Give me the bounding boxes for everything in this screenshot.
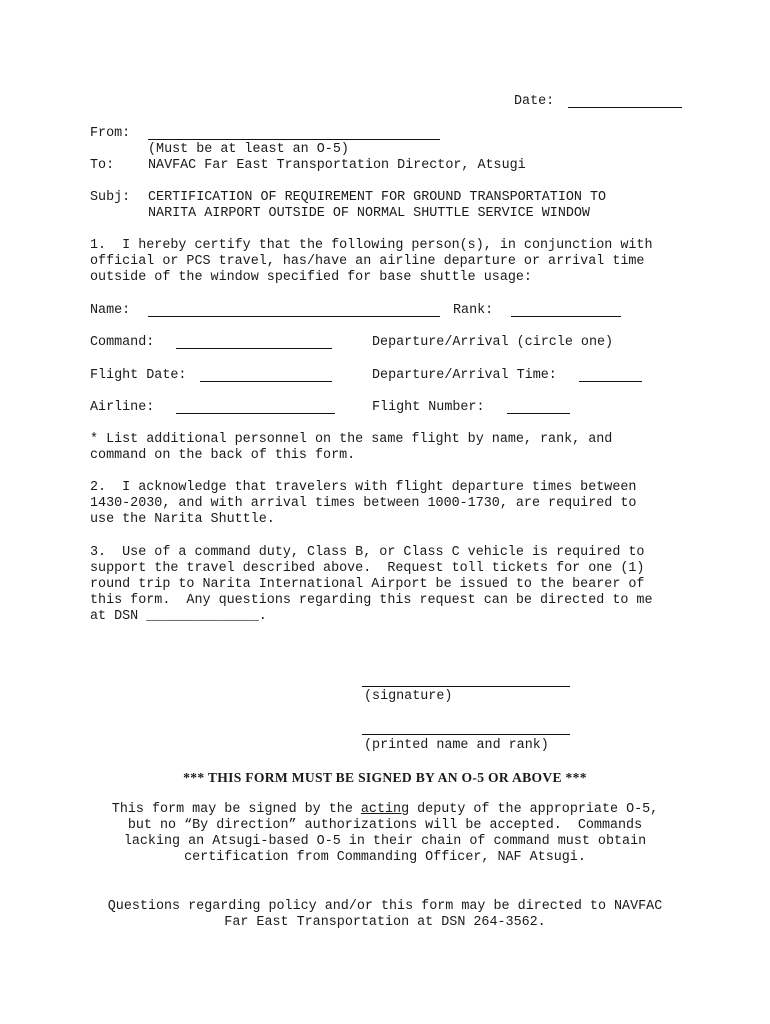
to-label: To: (90, 158, 115, 173)
flight-number-field[interactable] (507, 413, 570, 414)
footer-note-line-1-post: deputy of the appropriate O-5, (409, 802, 659, 817)
paragraph-3-line-5: at DSN ______________. (90, 609, 267, 624)
departure-arrival-time-label: Departure/Arrival Time: (372, 368, 557, 383)
subj-line-1: CERTIFICATION OF REQUIREMENT FOR GROUND TRANSPORTATION TO (148, 190, 607, 205)
airline-field[interactable] (176, 413, 335, 414)
paragraph-2-line-2: 1430-2030, and with arrival times between 1000-1730, are required to (90, 496, 637, 511)
date-label: Date: (514, 94, 555, 109)
footer-note-line-1 (0, 802, 770, 818)
departure-arrival-label: Departure/Arrival (circle one) (372, 335, 614, 350)
o5-signature-warning: *** THIS FORM MUST BE SIGNED BY AN O-5 OR ABOVE *** (183, 770, 587, 785)
signature-label: (signature) (364, 689, 453, 704)
rank-field[interactable] (511, 316, 621, 317)
flight-date-label: Flight Date: (90, 368, 187, 383)
note-line-1: * List additional personnel on the same flight by name, rank, and (90, 432, 613, 447)
command-label: Command: (90, 335, 155, 350)
paragraph-3-line-4: this form. Any questions regarding this request can be directed to me (90, 593, 653, 608)
name-label: Name: (90, 303, 131, 318)
paragraph-3-line-1: 3. Use of a command duty, Class B, or Class C vehicle is required to (90, 545, 645, 560)
flight-number-label: Flight Number: (372, 400, 485, 415)
to-value: NAVFAC Far East Transportation Director, Atsugi (148, 158, 526, 173)
acting-emphasis: acting (360, 802, 410, 817)
paragraph-1-line-3: outside of the window specified for base shuttle usage: (90, 270, 532, 285)
subj-label: Subj: (90, 190, 131, 205)
footer-note-line-1-pre: This form may be signed by the (111, 802, 361, 817)
printed-name-field[interactable] (362, 734, 570, 735)
from-label: From: (90, 126, 131, 141)
paragraph-1-line-1: 1. I hereby certify that the following person(s), in conjunction with (90, 238, 653, 253)
questions-line-2: Far East Transportation at DSN 264-3562. (224, 915, 546, 930)
subj-line-2: NARITA AIRPORT OUTSIDE OF NORMAL SHUTTLE SERVICE WINDOW (148, 206, 590, 221)
paragraph-3-line-3: round trip to Narita International Airport be issued to the bearer of (90, 577, 645, 592)
paragraph-1-line-2: official or PCS travel, has/have an airline departure or arrival time (90, 254, 645, 269)
footer-note-line-3: lacking an Atsugi-based O-5 in their chain of command must obtain (123, 834, 647, 849)
paragraph-2-line-1: 2. I acknowledge that travelers with flight departure times between (90, 480, 637, 495)
name-field[interactable] (148, 316, 440, 317)
departure-arrival-time-field[interactable] (579, 381, 642, 382)
questions-line-1: Questions regarding policy and/or this form may be directed to NAVFAC (107, 899, 663, 914)
date-field[interactable] (568, 107, 682, 108)
printed-name-label: (printed name and rank) (364, 738, 549, 753)
command-field[interactable] (176, 348, 332, 349)
flight-date-field[interactable] (200, 381, 332, 382)
signature-field[interactable] (362, 686, 570, 687)
footer-note-line-2: but no “By direction” authorizations will be accepted. Commands (127, 818, 643, 833)
note-line-2: command on the back of this form. (90, 448, 356, 463)
footer-note-line-4: certification from Commanding Officer, NAF Atsugi. (184, 850, 586, 865)
rank-label: Rank: (453, 303, 494, 318)
from-note: (Must be at least an O-5) (148, 142, 349, 157)
airline-label: Airline: (90, 400, 155, 415)
paragraph-2-line-3: use the Narita Shuttle. (90, 512, 275, 527)
paragraph-3-line-2: support the travel described above. Request toll tickets for one (1) (90, 561, 645, 576)
from-field[interactable] (148, 139, 440, 140)
